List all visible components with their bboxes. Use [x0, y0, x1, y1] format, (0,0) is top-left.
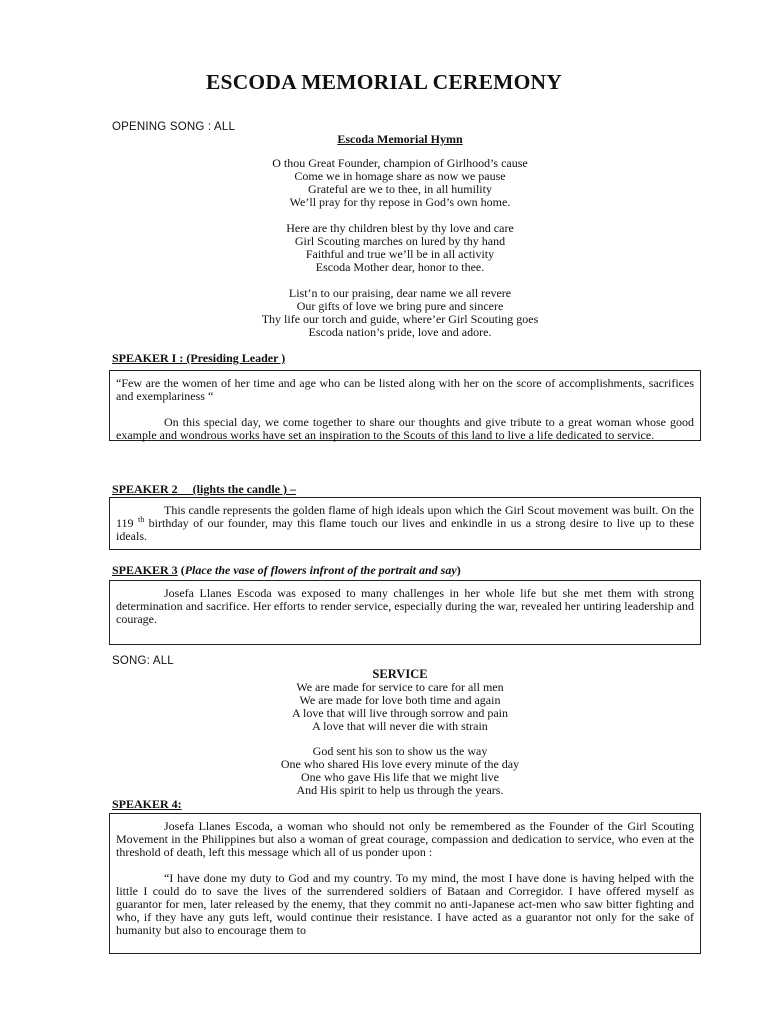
- song-line: We are made for love both time and again: [299, 693, 501, 707]
- song-line: One who gave His life that we might live: [301, 770, 499, 784]
- speaker3-instruction: Place the vase of flowers infront of the portrait and say: [184, 563, 457, 577]
- speaker1-text: On this special day, we come together to share our thoughts and give tribute to a great woman whose good example and wondrous works have set an inspiration to the Scouts of this land to live a life dedicated to service.: [116, 415, 694, 442]
- speaker1-label: [112, 351, 285, 366]
- song-line: We are made for service to care for all men: [296, 680, 504, 694]
- hymn-line: Grateful are we to thee, in all humility: [308, 182, 492, 196]
- hymn-line: Faithful and true we’ll be in all activity: [305, 247, 495, 261]
- speaker3-paren: ): [456, 563, 461, 577]
- hymn-line: Thy life our torch and guide, where’er Girl Scouting goes: [261, 312, 539, 326]
- hymn-line: We’ll pray for thy repose in God’s own home.: [289, 195, 511, 209]
- speaker4-quote: “I have done my duty to God and my country. To my mind, the most I have done is having helped with the little I could do to save the lives of the surrendered soldiers of Bataan and Corregidor. I have offered myself as guarantor for men, later released by the enemy, that they commit no anti-Japanese act-men who saw bitter fighting and who, if they have any guts left, would continue their resistance. I have acted as a guarantor not only for the sake of humanity but also to encourage them to: [116, 871, 694, 937]
- hymn-line: Escoda nation’s pride, love and adore.: [308, 325, 492, 339]
- hymn-block: [0, 133, 768, 339]
- speaker2-text-part: This candle represents the golden flame of high ideals upon which the Girl Scout movement was built. On the 119: [116, 503, 694, 530]
- speaker1-box: [109, 370, 701, 441]
- speaker3-label-text: SPEAKER 3: [112, 563, 178, 577]
- speaker2-label-text: SPEAKER 2 (lights the candle ) –: [112, 482, 297, 496]
- speaker1-quote: “Few are the women of her time and age who can be listed along with her on the score of accomplishments, sacrifices and exemplariness “: [116, 376, 694, 403]
- hymn-line: List’n to our praising, dear name we all revere: [288, 286, 512, 300]
- ordinal-suffix: th: [138, 515, 145, 524]
- hymn-line: Here are thy children blest by thy love and care: [286, 221, 514, 235]
- speaker2-box: [109, 497, 701, 550]
- opening-song-label: OPENING SONG : ALL: [112, 121, 236, 133]
- speaker2-text-part: birthday of our founder, may this flame touch our lives and enkindle in us a strong desire to live up to these ideals.: [116, 516, 695, 543]
- speaker3-text: Josefa Llanes Escoda was exposed to many challenges in her whole life but she met them with strong determination and sacrifice. Her efforts to render service, especially during the war, revealed her untiring leadership and courage.: [116, 586, 694, 626]
- speaker4-box: [109, 813, 701, 954]
- hymn-title: Escoda Memorial Hymn: [337, 132, 463, 146]
- speaker3-label: [112, 563, 461, 578]
- speaker4-label: [112, 797, 182, 812]
- hymn-line: Girl Scouting marches on lured by thy hand: [294, 234, 506, 248]
- song-line: One who shared His love every minute of the day: [280, 757, 520, 771]
- speaker3-box: [109, 580, 701, 645]
- speaker4-label-text: SPEAKER 4:: [112, 797, 182, 811]
- speaker4-text: Josefa Llanes Escoda, a woman who should not only be remembered as the Founder of the Girl Scouting Movement in the Philippines but also a woman of great courage, compassion and dedication to service, who even at the threshold of death, left this message which all of us ponder upon :: [116, 819, 694, 859]
- hymn-line: O thou Great Founder, champion of Girlhood’s cause: [272, 156, 528, 170]
- service-song-block: [0, 668, 768, 797]
- hymn-line: Escoda Mother dear, honor to thee.: [315, 260, 485, 274]
- song-line: God sent his son to show us the way: [312, 744, 488, 758]
- hymn-line: Come we in homage share as now we pause: [294, 169, 506, 183]
- song-line: And His spirit to help us through the years.: [296, 783, 504, 797]
- song-line: A love that will never die with strain: [312, 719, 488, 733]
- song-label: SONG: ALL: [112, 655, 174, 667]
- service-song-title: SERVICE: [372, 667, 428, 681]
- speaker2-label: [112, 482, 296, 497]
- speaker2-text: [116, 504, 694, 543]
- song-line: A love that will live through sorrow and pain: [292, 706, 508, 720]
- speaker1-label-text: SPEAKER I : (Presiding Leader ): [112, 351, 286, 365]
- speaker3-paren: (: [180, 563, 185, 577]
- hymn-line: Our gifts of love we bring pure and sincere: [296, 299, 504, 313]
- page-title: ESCODA MEMORIAL CEREMONY: [206, 70, 562, 94]
